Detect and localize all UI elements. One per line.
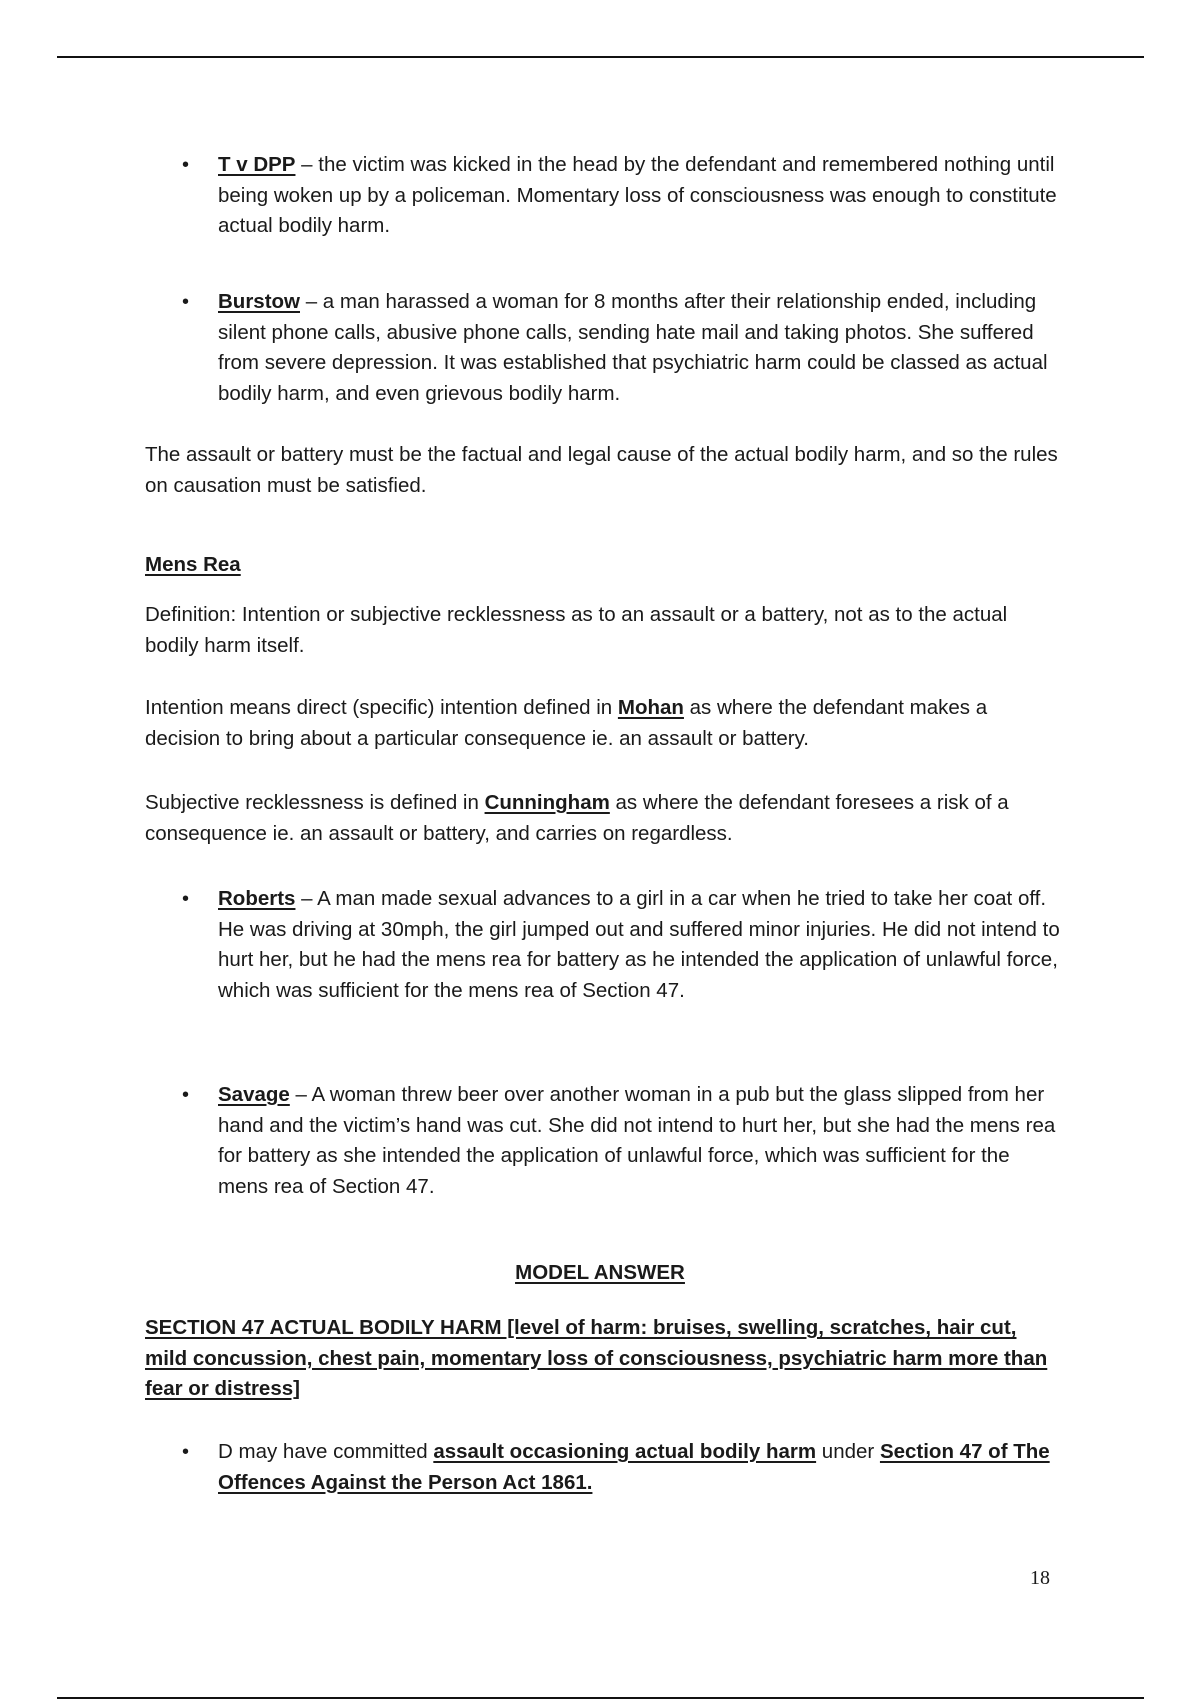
bullet-dot: • [182, 291, 190, 313]
model-bullet-mid: under [816, 1440, 880, 1463]
bullet-dot: • [182, 888, 190, 910]
bullet-dot: • [182, 154, 190, 176]
mens-rea-definition: Definition: Intention or subjective recklessness as to an assault or a battery, not as to the actual bodily harm itself. [145, 603, 1008, 657]
offence-name: assault occasioning actual bodily harm [433, 1440, 817, 1463]
intention-text-post: as where the defendant makes a decision to bring about a particular consequence ie. an assault or battery. [145, 696, 988, 750]
reckless-text-post: as where the defendant foresees a risk of a consequence ie. an assault or battery, and carries on regardless. [145, 791, 1009, 845]
bullet-t-v-dpp [182, 150, 1063, 242]
model-bullet-pre: D may have committed [218, 1440, 434, 1463]
case-name-cunningham: Cunningham [484, 791, 610, 814]
intention-paragraph [145, 693, 1060, 754]
page-number: 18 [1030, 1567, 1050, 1589]
section-47-heading-text: SECTION 47 ACTUAL BODILY HARM [level of harm: bruises, swelling, scratches, hair cut, mild concussion, chest pain, momentary loss of consciousness, psychiatric harm more than fear or distress] [145, 1316, 1048, 1400]
bullet-text: – a man harassed a woman for 8 months after their relationship ended, including silent phone calls, abusive phone calls, sending hate mail and taking photos. She suffered from severe depression. It was established that psychiatric harm could be classed as actual bodily harm, and even grievous bodily harm. [218, 290, 1048, 405]
bullet-dot: • [182, 1084, 190, 1106]
section-47-heading [145, 1313, 1055, 1405]
model-answer-title-text: MODEL ANSWER [515, 1261, 685, 1284]
case-name-t-v-dpp: T v DPP [218, 153, 296, 176]
bullet-burstow [182, 287, 1063, 409]
mens-rea-heading: Mens Rea [145, 553, 241, 576]
bullet-text: – A man made sexual advances to a girl in a car when he tried to take her coat off. He was driving at 30mph, the girl jumped out and suffered minor injuries. He did not intend to hurt her, but he had the mens rea for battery as he intended the application of unlawful force, which was sufficient for the mens rea of Section 47. [218, 887, 1060, 1002]
intention-text-pre: Intention means direct (specific) intention defined in [145, 696, 618, 719]
case-name-mohan: Mohan [617, 696, 684, 719]
bullet-text: – A woman threw beer over another woman in a pub but the glass slipped from her hand and the victim’s hand was cut. She did not intend to hurt her, but she had the mens rea for battery as she intended the application of unlawful force, which was sufficient for the mens rea of Section 47. [218, 1083, 1056, 1198]
header-rule [57, 56, 1144, 58]
model-answer-bullet [182, 1437, 1063, 1498]
bullet-dot: • [182, 1441, 190, 1463]
reckless-text-pre: Subjective recklessness is defined in [145, 791, 485, 814]
bullet-roberts [182, 884, 1063, 1006]
recklessness-paragraph [145, 788, 1060, 849]
bullet-text: – the victim was kicked in the head by the defendant and remembered nothing until being woken up by a policeman. Momentary loss of consciousness was enough to constitute actual bodily harm. [218, 153, 1057, 237]
causation-paragraph: The assault or battery must be the factual and legal cause of the actual bodily harm, and so the rules on causation must be satisfied. [145, 443, 1058, 497]
case-name-roberts: Roberts [218, 887, 296, 910]
footer-rule [57, 1697, 1144, 1699]
case-name-burstow: Burstow [218, 290, 300, 313]
statute-name: Section 47 of The Offences Against the Person Act 1861. [218, 1440, 1050, 1494]
case-name-savage: Savage [218, 1083, 290, 1106]
model-answer-title [0, 1258, 1200, 1289]
bullet-savage [182, 1080, 1063, 1202]
